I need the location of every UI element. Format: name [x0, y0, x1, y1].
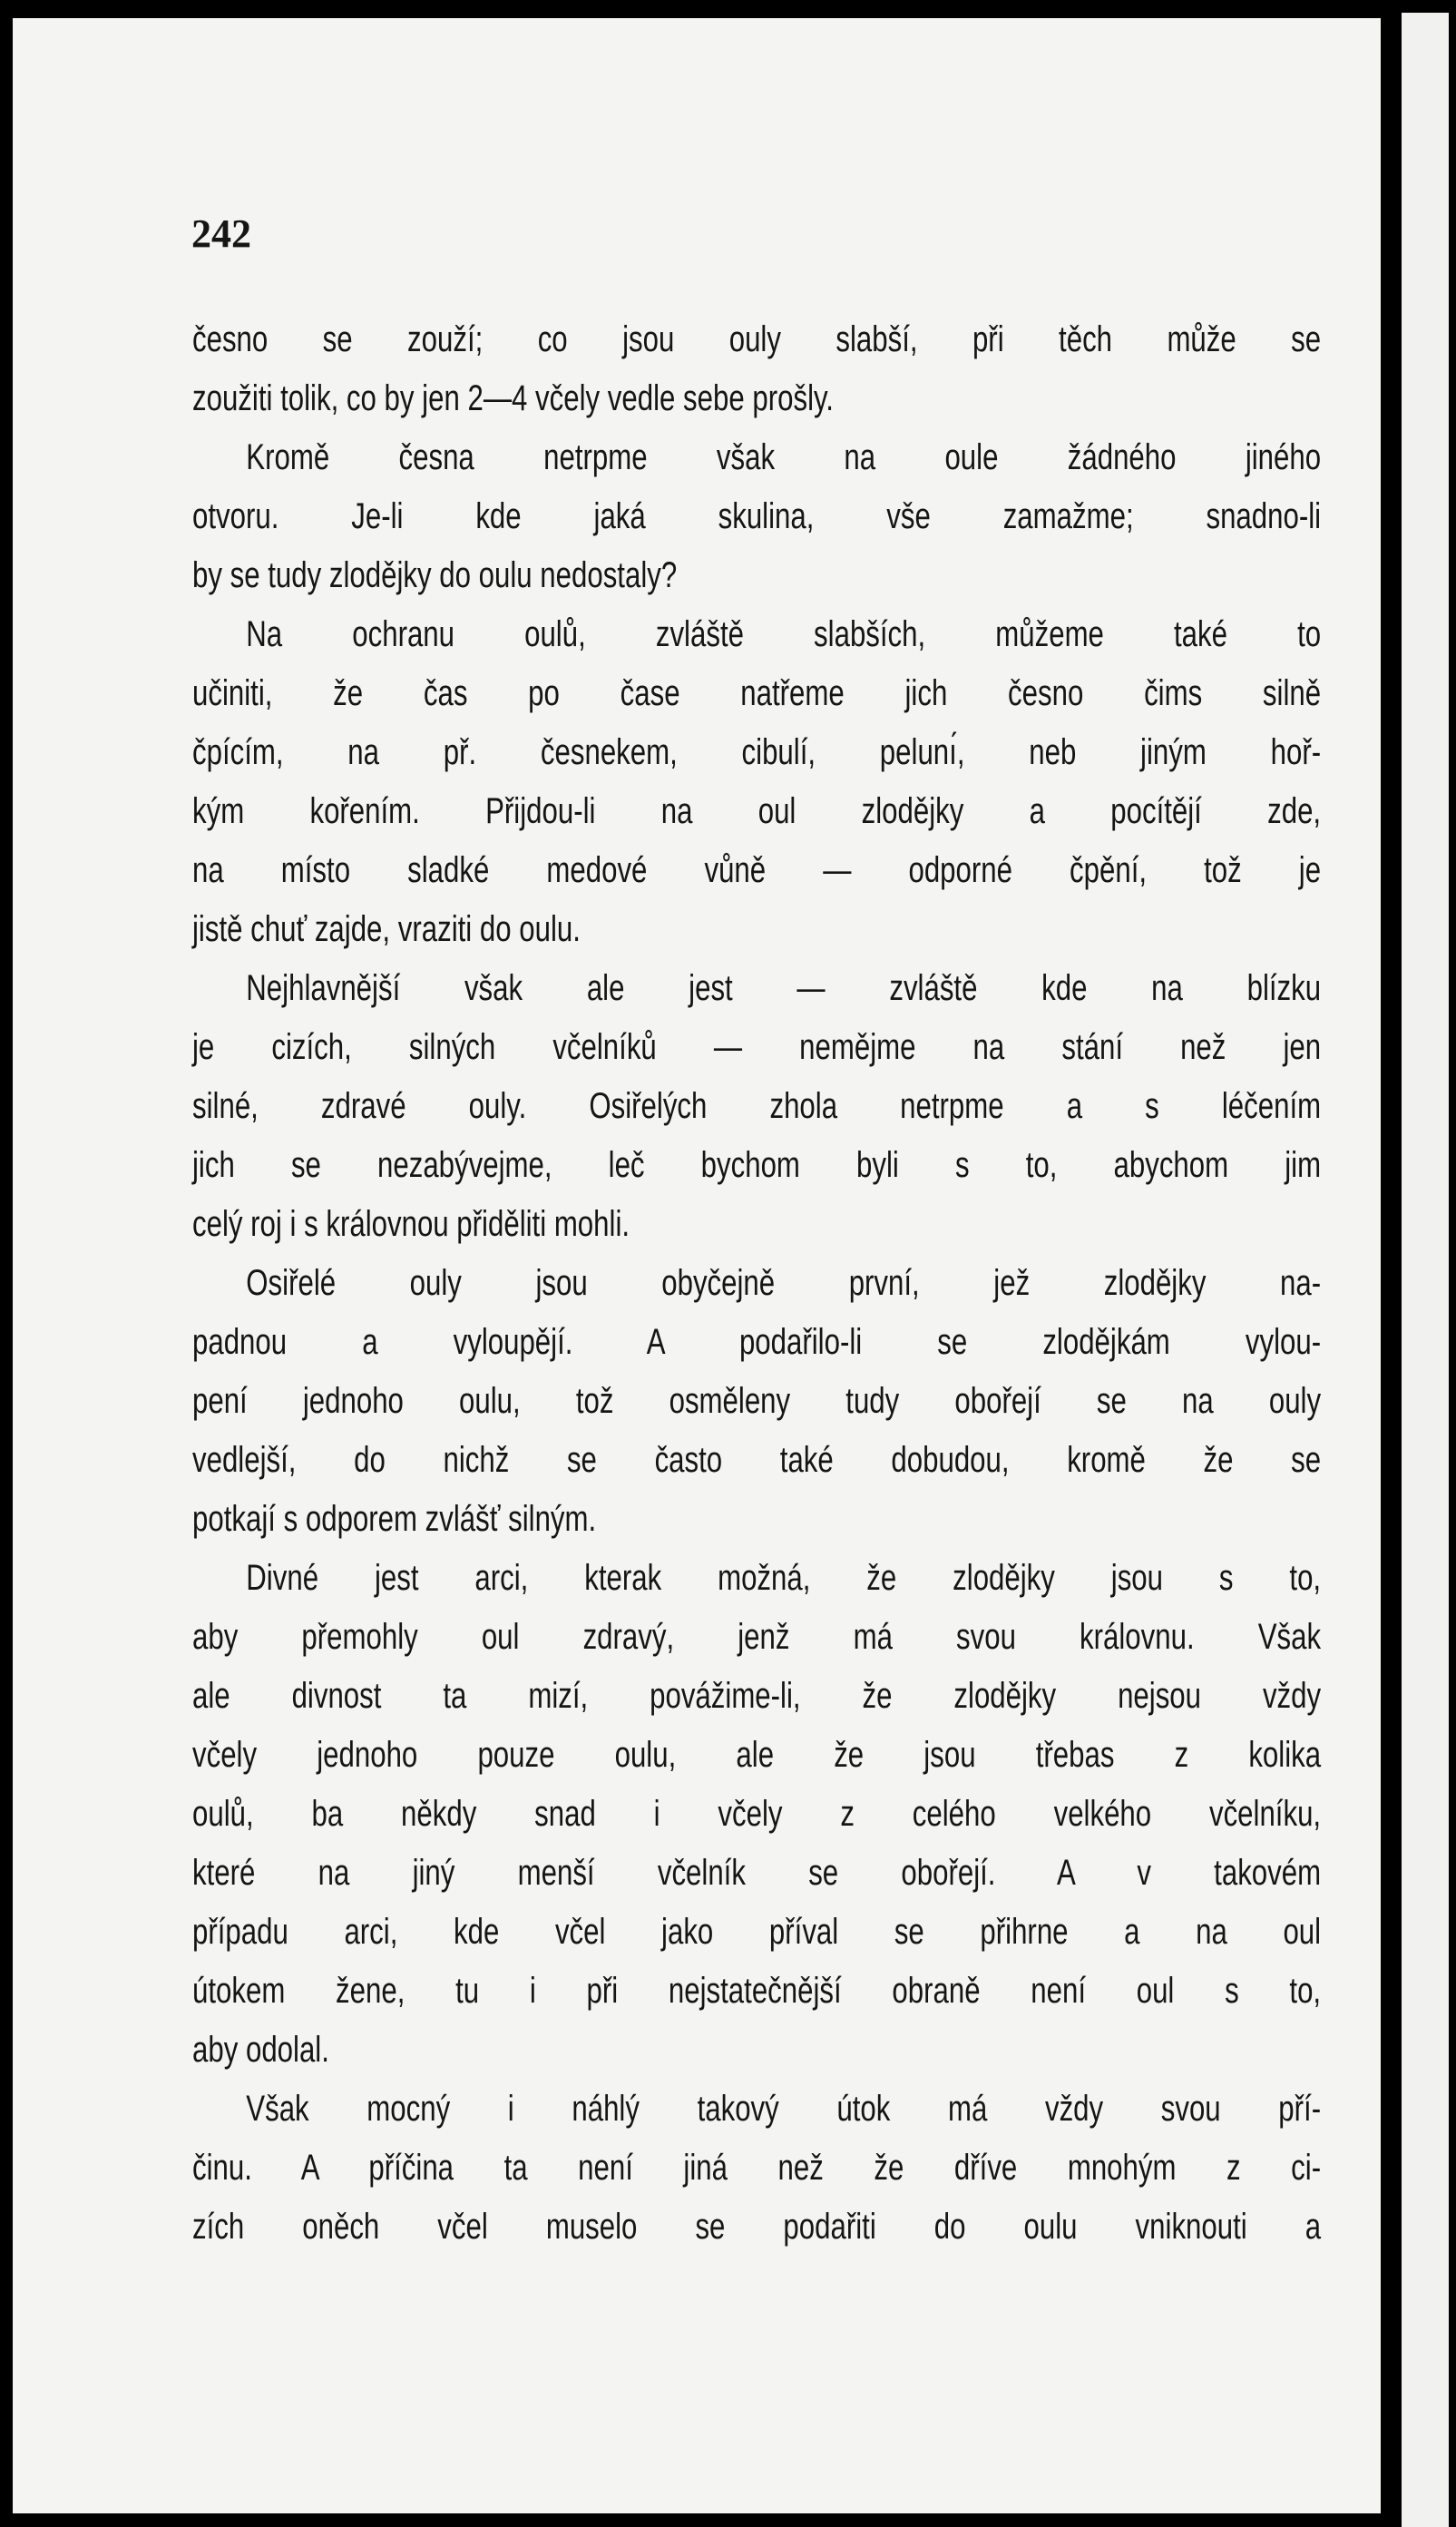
page-text: [192, 310, 1322, 2257]
text-line: celý roj i s královnou přiděliti mohli.: [192, 1204, 630, 1244]
book-page: [13, 18, 1381, 2513]
text-line: Osiřelé ouly jsou obyčejně první, jež zlodějky na-: [246, 1263, 1322, 1303]
text-line: zích oněch včel muselo se podařiti do oulu vniknouti a: [192, 2207, 1322, 2247]
text-line: česno se zouží; co jsou ouly slabší, při těch může se: [192, 319, 1322, 359]
text-line: jistě chuť zajde, vraziti do oulu.: [192, 909, 581, 949]
text-line: zoužiti tolik, co by jen 2—4 včely vedle sebe prošly.: [192, 378, 834, 418]
text-line: činu. A příčina ta není jiná než že dříve mnohým z ci-: [192, 2148, 1322, 2188]
text-line: vedlejší, do nichž se často také dobudou, kromě že se: [192, 1440, 1322, 1480]
text-line: učiniti, že čas po čase natřeme jich česno čims silně: [192, 673, 1322, 713]
text-line: které na jiný menší včelník se obořejí. A v takovém: [192, 1853, 1322, 1893]
text-line: padnou a vyloupějí. A podařilo-li se zlodějkám vylou-: [192, 1322, 1322, 1362]
text-line: aby přemohly oul zdravý, jenž má svou královnu. Však: [192, 1617, 1322, 1657]
text-line: útokem žene, tu i při nejstatečnější obraně není oul s to,: [192, 1971, 1322, 2011]
page-number: 242: [191, 211, 251, 256]
text-line: Kromě česna netrpme však na oule žádného jiného: [246, 437, 1322, 477]
text-line: silné, zdravé ouly. Osiřelých zhola netrpme a s léčením: [192, 1086, 1322, 1126]
text-line: potkají s odporem zvlášť silným.: [192, 1499, 597, 1539]
text-line: ale divnost ta mizí, povážime-li, že zlodějky nejsou vždy: [192, 1676, 1322, 1716]
text-line: Divné jest arci, kterak možná, že zlodějky jsou s to,: [246, 1558, 1322, 1598]
text-line: čpícím, na př. česnekem, cibulí, pelunı́, neb jiným hoř-: [192, 732, 1322, 772]
text-line: oulů, ba někdy snad i včely z celého velkého včelníku,: [192, 1794, 1322, 1834]
text-line: kým kořením. Přijdou-li na oul zlodějky a pocítějí zde,: [192, 791, 1322, 831]
text-line: případu arci, kde včel jako příval se přihrne a na oul: [192, 1912, 1322, 1952]
text-line: otvoru. Je-li kde jaká skulina, vše zamažme; snadno-li: [192, 496, 1322, 536]
next-page-edge: [1402, 13, 1449, 2527]
text-line: jich se nezabývejme, leč bychom byli s to, abychom jim: [192, 1145, 1322, 1185]
text-line: na místo sladké medové vůně — odporné čpění, tož je: [192, 850, 1322, 890]
text-line: Však mocný i náhlý takový útok má vždy svou pří-: [246, 2089, 1322, 2129]
text-line: aby odolal.: [192, 2030, 329, 2070]
text-line: je cizích, silných včelníků — nemějme na stání než jen: [192, 1027, 1322, 1067]
text-line: Nejhlavnější však ale jest — zvláště kde na blízku: [246, 968, 1322, 1008]
text-line: včely jednoho pouze oulu, ale že jsou třebas z kolika: [192, 1735, 1322, 1775]
text-line: pení jednoho oulu, tož osměleny tudy obořejí se na ouly: [192, 1381, 1322, 1421]
text-line: by se tudy zlodějky do oulu nedostaly?: [192, 555, 678, 595]
text-line: Na ochranu oulů, zvláště slabších, můžeme také to: [246, 614, 1322, 654]
